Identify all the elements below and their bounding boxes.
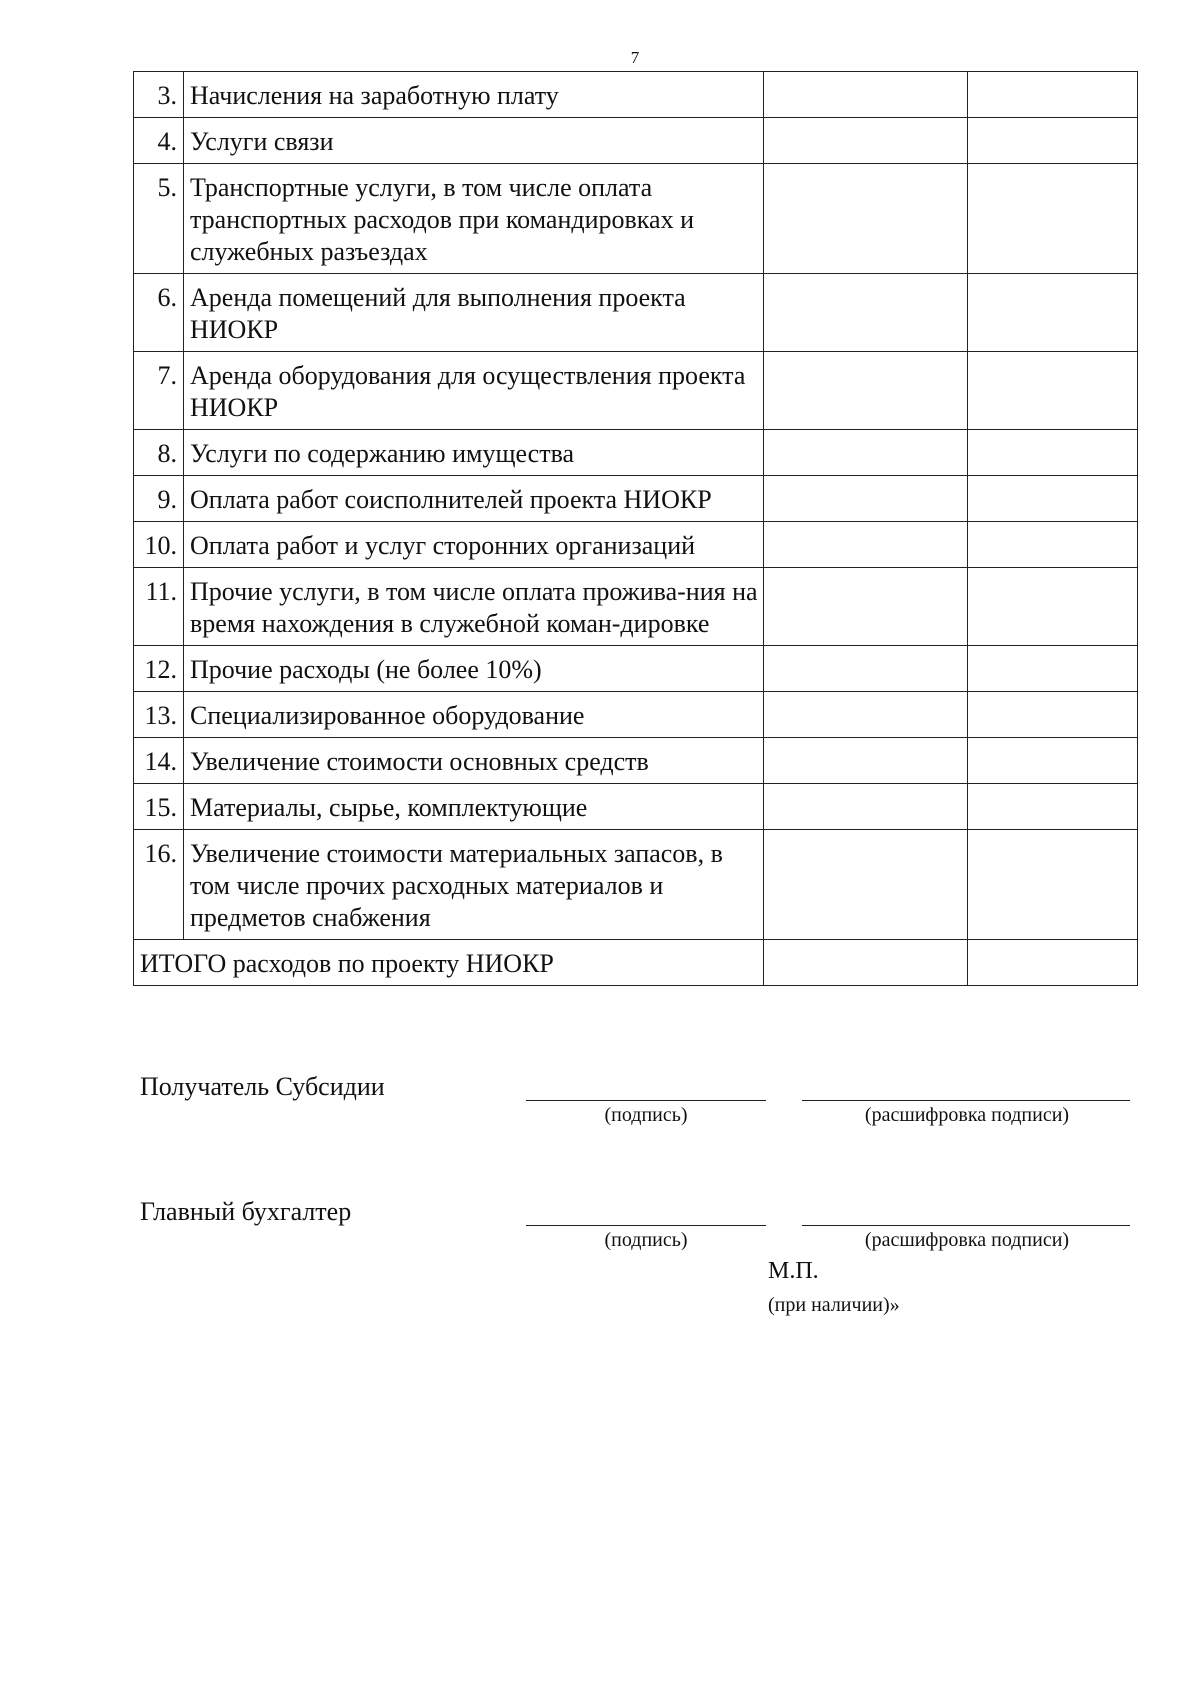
table-row xyxy=(134,646,1138,692)
row-number: 6. xyxy=(134,274,184,352)
row-number: 13. xyxy=(134,692,184,738)
recipient-label: Получатель Субсидии xyxy=(140,1072,385,1101)
table-row xyxy=(134,522,1138,568)
total-value-cell[interactable] xyxy=(764,940,968,986)
total-label: ИТОГО расходов по проекту НИОКР xyxy=(134,940,764,986)
table-row xyxy=(134,164,1138,274)
row-name: Транспортные услуги, в том числе оплата транспортных расходов при командировках и служебных разъездах xyxy=(184,164,764,274)
row-name: Увеличение стоимости материальных запасов, в том числе прочих расходных материалов и предметов снабжения xyxy=(184,830,764,940)
total-value-cell[interactable] xyxy=(968,940,1138,986)
row-number: 4. xyxy=(134,118,184,164)
stamp-note: (при наличии)» xyxy=(768,1294,900,1316)
value-cell[interactable] xyxy=(968,830,1138,940)
row-name: Начисления на заработную плату xyxy=(184,72,764,118)
expense-table xyxy=(133,71,1138,986)
value-cell[interactable] xyxy=(764,646,968,692)
row-name: Увеличение стоимости основных средств xyxy=(184,738,764,784)
row-number: 7. xyxy=(134,352,184,430)
recipient-decode-line[interactable] xyxy=(802,1100,1130,1101)
value-cell[interactable] xyxy=(968,118,1138,164)
value-cell[interactable] xyxy=(764,738,968,784)
row-number: 12. xyxy=(134,646,184,692)
value-cell[interactable] xyxy=(764,118,968,164)
table-row xyxy=(134,352,1138,430)
row-name: Материалы, сырье, комплектующие xyxy=(184,784,764,830)
table-row xyxy=(134,568,1138,646)
value-cell[interactable] xyxy=(968,646,1138,692)
value-cell[interactable] xyxy=(968,568,1138,646)
row-name: Прочие услуги, в том числе оплата прожива-ния на время нахождения в служебной коман-дировке xyxy=(184,568,764,646)
value-cell[interactable] xyxy=(968,164,1138,274)
recipient-signature-caption: (подпись) xyxy=(604,1104,688,1126)
table-row xyxy=(134,274,1138,352)
page-number: 7 xyxy=(630,48,640,67)
value-cell[interactable] xyxy=(764,430,968,476)
row-number: 8. xyxy=(134,430,184,476)
recipient-signature-line[interactable] xyxy=(526,1100,766,1101)
row-number: 10. xyxy=(134,522,184,568)
value-cell[interactable] xyxy=(764,274,968,352)
table-row xyxy=(134,476,1138,522)
row-number: 15. xyxy=(134,784,184,830)
expense-table-body xyxy=(134,72,1138,986)
row-number: 11. xyxy=(134,568,184,646)
value-cell[interactable] xyxy=(764,784,968,830)
row-number: 16. xyxy=(134,830,184,940)
value-cell[interactable] xyxy=(968,522,1138,568)
accountant-signature-line[interactable] xyxy=(526,1225,766,1226)
value-cell[interactable] xyxy=(968,430,1138,476)
table-row xyxy=(134,72,1138,118)
value-cell[interactable] xyxy=(968,738,1138,784)
row-number: 9. xyxy=(134,476,184,522)
value-cell[interactable] xyxy=(968,476,1138,522)
row-name: Аренда помещений для выполнения проекта НИОКР xyxy=(184,274,764,352)
table-row xyxy=(134,830,1138,940)
row-name: Услуги по содержанию имущества xyxy=(184,430,764,476)
accountant-signature-caption: (подпись) xyxy=(604,1229,688,1251)
value-cell[interactable] xyxy=(764,522,968,568)
value-cell[interactable] xyxy=(764,568,968,646)
value-cell[interactable] xyxy=(968,784,1138,830)
value-cell[interactable] xyxy=(764,692,968,738)
value-cell[interactable] xyxy=(968,274,1138,352)
row-name: Оплата работ и услуг сторонних организаций xyxy=(184,522,764,568)
accountant-decode-caption: (расшифровка подписи) xyxy=(864,1229,1070,1251)
value-cell[interactable] xyxy=(968,692,1138,738)
row-name: Прочие расходы (не более 10%) xyxy=(184,646,764,692)
value-cell[interactable] xyxy=(968,352,1138,430)
table-row xyxy=(134,430,1138,476)
value-cell[interactable] xyxy=(764,164,968,274)
value-cell[interactable] xyxy=(968,72,1138,118)
accountant-decode-line[interactable] xyxy=(802,1225,1130,1226)
stamp-label: М.П. xyxy=(768,1258,819,1284)
row-number: 5. xyxy=(134,164,184,274)
table-row xyxy=(134,784,1138,830)
row-number: 14. xyxy=(134,738,184,784)
row-name: Услуги связи xyxy=(184,118,764,164)
table-row xyxy=(134,738,1138,784)
value-cell[interactable] xyxy=(764,830,968,940)
table-row xyxy=(134,118,1138,164)
row-name: Аренда оборудования для осуществления проекта НИОКР xyxy=(184,352,764,430)
value-cell[interactable] xyxy=(764,72,968,118)
value-cell[interactable] xyxy=(764,476,968,522)
row-number: 3. xyxy=(134,72,184,118)
recipient-decode-caption: (расшифровка подписи) xyxy=(864,1104,1070,1126)
total-row xyxy=(134,940,1138,986)
table-row xyxy=(134,692,1138,738)
row-name: Оплата работ соисполнителей проекта НИОКР xyxy=(184,476,764,522)
row-name: Специализированное оборудование xyxy=(184,692,764,738)
accountant-label: Главный бухгалтер xyxy=(140,1197,352,1226)
value-cell[interactable] xyxy=(764,352,968,430)
